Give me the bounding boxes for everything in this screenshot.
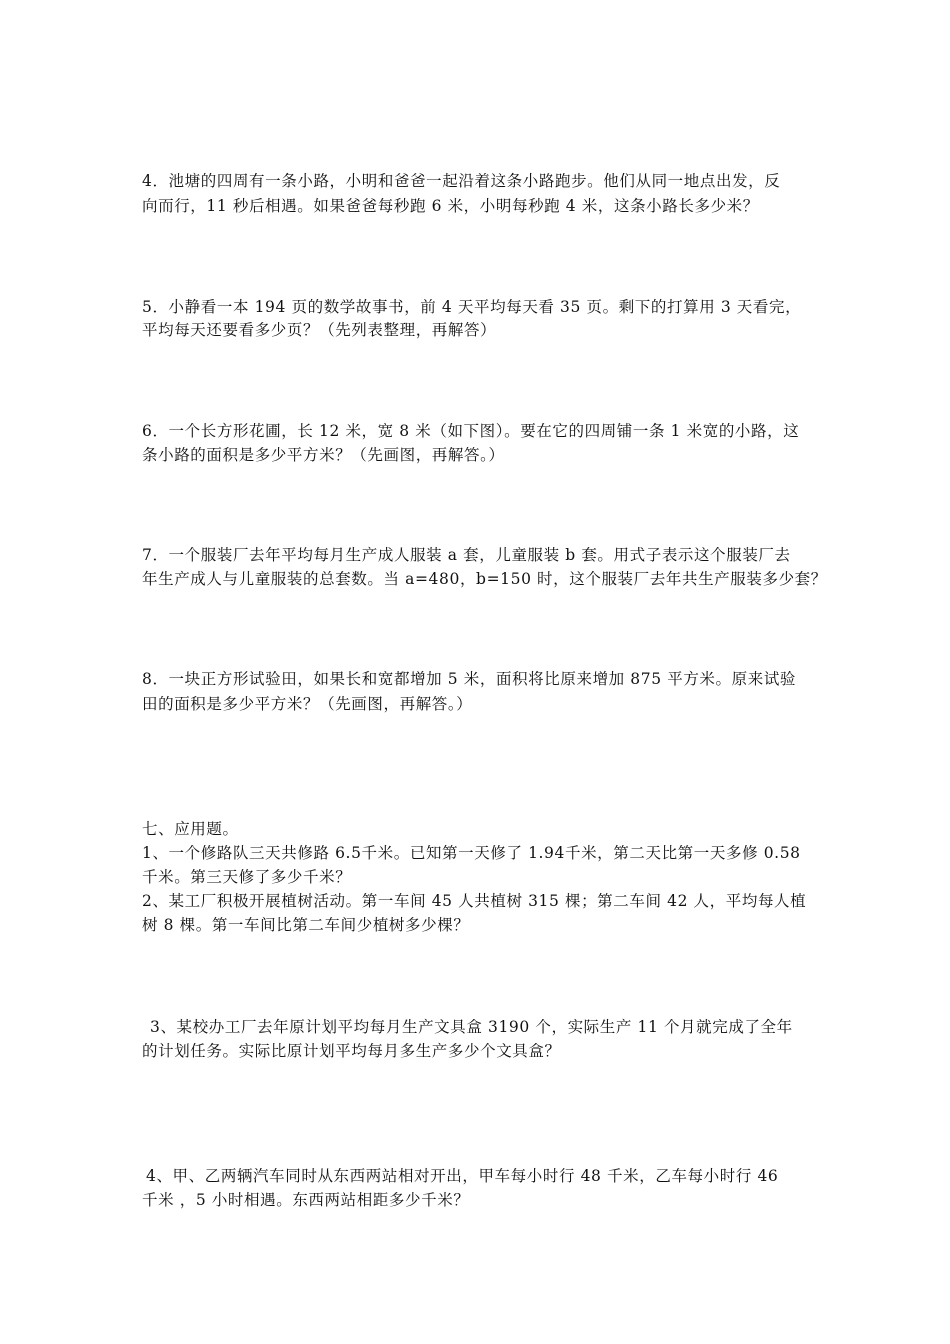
problem-5-line-1: 5．小静看一本 194 页的数学故事书，前 4 天平均每天看 35 页。剩下的打算用 3 天看完， xyxy=(142,298,802,316)
problem-5-line-2: 平均每天还要看多少页？（先列表整理，再解答） xyxy=(142,321,497,339)
problem-8-line-2: 田的面积是多少平方米？（先画图，再解答。） xyxy=(142,695,473,713)
application-1-line-2: 千米。第三天修了多少千米？ xyxy=(142,868,352,886)
problem-7-line-1: 7．一个服装厂去年平均每月生产成人服装 a 套，儿童服装 b 套。用式子表示这个服装厂去 xyxy=(142,546,791,564)
problem-4-line-1: 4．池塘的四周有一条小路，小明和爸爸一起沿着这条小路跑步。他们从同一地点出发，反 xyxy=(142,172,781,190)
application-2-line-2: 树 8 棵。第一车间比第二车间少植树多少棵？ xyxy=(142,916,470,934)
application-3-line-2: 的计划任务。实际比原计划平均每月多生产多少个文具盒？ xyxy=(142,1042,561,1060)
application-2-line-1: 2、某工厂积极开展植树活动。第一车间 45 人共植树 315 棵；第二车间 42 人，平均每人植 xyxy=(142,892,807,910)
problem-7-line-2: 年生产成人与儿童服装的总套数。当 a=480，b=150 时，这个服装厂去年共生产服装多少套？ xyxy=(142,570,827,588)
application-4-line-2: 千米 ，5 小时相遇。东西两站相距多少千米？ xyxy=(142,1191,470,1209)
application-1-line-1: 1、一个修路队三天共修路 6.5千米。已知第一天修了 1.94千米，第二天比第一天多修 0.58 xyxy=(142,844,801,862)
problem-4-line-2: 向而行，11 秒后相遇。如果爸爸每秒跑 6 米，小明每秒跑 4 米，这条小路长多少米？ xyxy=(142,197,759,215)
application-3-line-1: 3、某校办工厂去年原计划平均每月生产文具盒 3190 个，实际生产 11 个月就完成了全年 xyxy=(150,1018,793,1036)
problem-8-line-1: 8．一块正方形试验田，如果长和宽都增加 5 米，面积将比原来增加 875 平方米。原来试验 xyxy=(142,670,797,688)
section-7-heading: 七、应用题。 xyxy=(142,820,239,838)
problem-6-line-1: 6．一个长方形花圃，长 12 米，宽 8 米（如下图）。要在它的四周铺一条 1 米宽的小路，这 xyxy=(142,422,800,440)
problem-6-line-2: 条小路的面积是多少平方米？（先画图，再解答。） xyxy=(142,446,505,464)
application-4-line-1: 4、甲、乙两辆汽车同时从东西两站相对开出，甲车每小时行 48 千米，乙车每小时行 46 xyxy=(146,1167,779,1185)
